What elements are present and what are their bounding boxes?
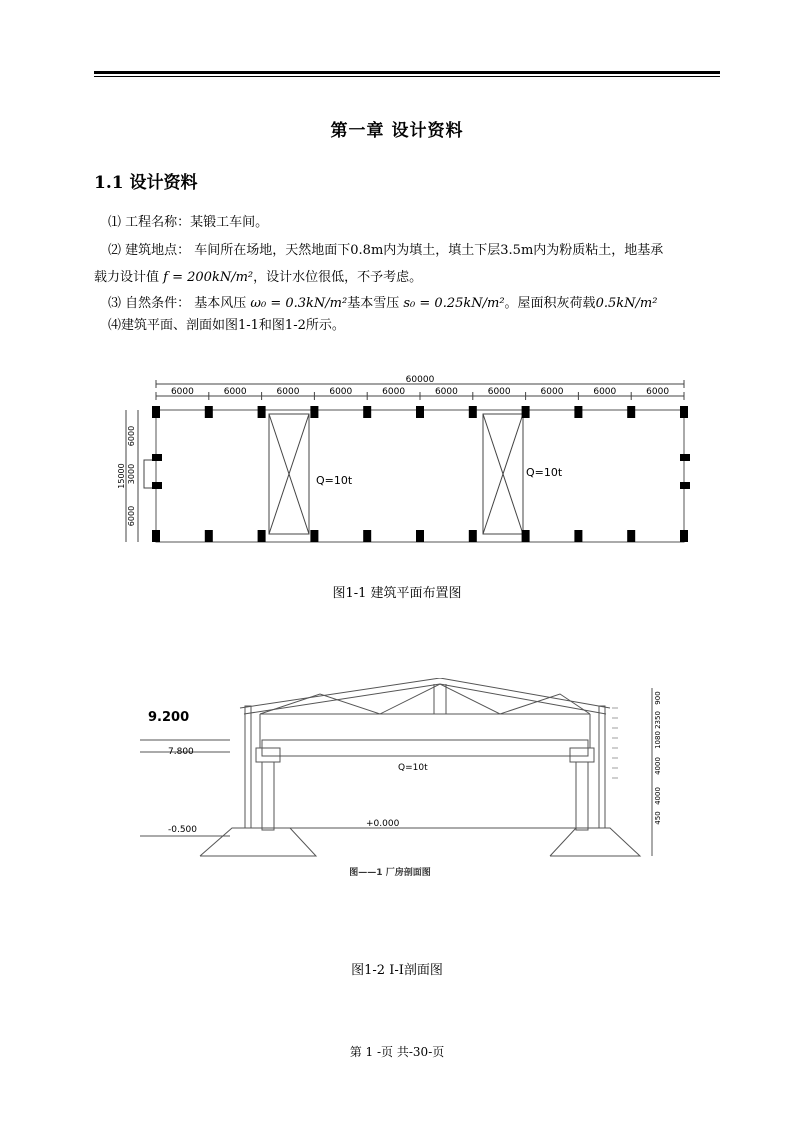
item-1: ⑴ 工程名称：某锻工车间。 bbox=[108, 215, 269, 230]
plan-bay-label: 6000 bbox=[593, 387, 617, 397]
plan-column bbox=[469, 406, 477, 418]
elev-9200: 9.200 bbox=[148, 710, 190, 725]
item-2-line-1: ⑵ 建筑地点： 车间所在场地，天然地面下0.8m内为填土，填土下层3.5m内为粉质粘土，地基承 bbox=[108, 243, 664, 258]
item-4: ⑷建筑平面、剖面如图1-1和图1-2所示。 bbox=[108, 318, 345, 333]
section-right-dim: 4000 bbox=[654, 787, 662, 805]
plan-column bbox=[363, 530, 371, 542]
section-right-dim: 4000 bbox=[654, 757, 662, 775]
wind-formula: ω₀ = 0.3kN/m² bbox=[250, 296, 348, 311]
page-footer: 第 1 -页 共-30-页 bbox=[349, 1045, 445, 1059]
section-title: 1.1 设计资料 bbox=[94, 173, 198, 193]
plan-column bbox=[627, 530, 635, 542]
plan-bay-label: 6000 bbox=[276, 387, 300, 397]
bearing-formula: f = 200kN/m² bbox=[163, 270, 254, 285]
plan-bay-label: 6000 bbox=[434, 387, 458, 397]
plan-column bbox=[310, 406, 318, 418]
section-right-dim: 900 bbox=[654, 691, 662, 705]
item-3-mid: 基本雪压 bbox=[347, 296, 400, 311]
plan-side-total: 15000 bbox=[117, 463, 126, 489]
plan-bay-label: 6000 bbox=[329, 387, 353, 397]
plan-gable-column bbox=[152, 454, 162, 461]
crane-label-2: Q=10t bbox=[526, 466, 563, 479]
section-crane-label: Q=10t bbox=[398, 763, 428, 773]
plan-column bbox=[522, 406, 530, 418]
snow-formula: s₀ = 0.25kN/m² bbox=[403, 296, 505, 311]
plan-column bbox=[574, 530, 582, 542]
plan-bay-label: 6000 bbox=[170, 387, 194, 397]
section-figure bbox=[140, 678, 670, 888]
plan-side-dim-2: 3000 bbox=[127, 463, 136, 485]
plan-column bbox=[363, 406, 371, 418]
caption-fig-1-1: 图1-1 建筑平面布置图 bbox=[332, 586, 462, 601]
elev-7800: 7.800 bbox=[168, 747, 194, 757]
plan-figure bbox=[110, 370, 700, 550]
plan-bay-label: 6000 bbox=[382, 387, 406, 397]
plan-column bbox=[310, 530, 318, 542]
item-2-post: ，设计水位很低，不予考虑。 bbox=[253, 270, 423, 285]
plan-gable-column bbox=[680, 454, 690, 461]
plan-column bbox=[205, 406, 213, 418]
item-3-pre: ⑶ 自然条件： 基本风压 bbox=[108, 296, 247, 311]
header-rule-thick bbox=[94, 71, 720, 74]
plan-column bbox=[152, 406, 160, 418]
plan-column bbox=[627, 406, 635, 418]
plan-column bbox=[258, 406, 266, 418]
section-right-dim: 2350 bbox=[654, 711, 662, 729]
plan-gable-column bbox=[152, 482, 162, 489]
header-rule-thin bbox=[94, 76, 720, 77]
item-3 bbox=[108, 292, 657, 311]
plan-column bbox=[680, 530, 688, 542]
item-2-line-2 bbox=[94, 266, 422, 285]
plan-column bbox=[258, 530, 266, 542]
plan-bay-label: 6000 bbox=[487, 387, 511, 397]
section-right-dim: 450 bbox=[654, 811, 662, 825]
section-right-dim: 1080 bbox=[654, 731, 662, 749]
plan-gable-column bbox=[680, 482, 690, 489]
plan-column bbox=[416, 406, 424, 418]
elev-plus-0000: +0.000 bbox=[366, 819, 400, 829]
item-3-post: 。屋面积灰荷载 bbox=[504, 296, 596, 311]
plan-total-dim: 60000 bbox=[405, 375, 435, 385]
crane-label-1: Q=10t bbox=[316, 474, 353, 487]
plan-side-dim-3: 6000 bbox=[127, 505, 136, 527]
plan-bay-label: 6000 bbox=[223, 387, 247, 397]
section-inner-caption: 图——1 厂房剖面图 bbox=[349, 868, 431, 878]
plan-column bbox=[205, 530, 213, 542]
plan-column bbox=[680, 406, 688, 418]
plan-bay-label: 6000 bbox=[646, 387, 670, 397]
plan-column bbox=[574, 406, 582, 418]
plan-side-dim-1: 6000 bbox=[127, 425, 136, 447]
item-2-pre: 载力设计值 bbox=[94, 270, 160, 285]
plan-column bbox=[416, 530, 424, 542]
plan-column bbox=[152, 530, 160, 542]
plan-column bbox=[469, 530, 477, 542]
plan-column bbox=[522, 530, 530, 542]
ash-formula: 0.5kN/m² bbox=[595, 296, 658, 311]
plan-bay-label: 6000 bbox=[540, 387, 564, 397]
elev-minus-0500: -0.500 bbox=[168, 825, 198, 835]
chapter-title: 第一章 设计资料 bbox=[330, 121, 464, 141]
caption-fig-1-2: 图1-2 I-I剖面图 bbox=[351, 963, 443, 978]
